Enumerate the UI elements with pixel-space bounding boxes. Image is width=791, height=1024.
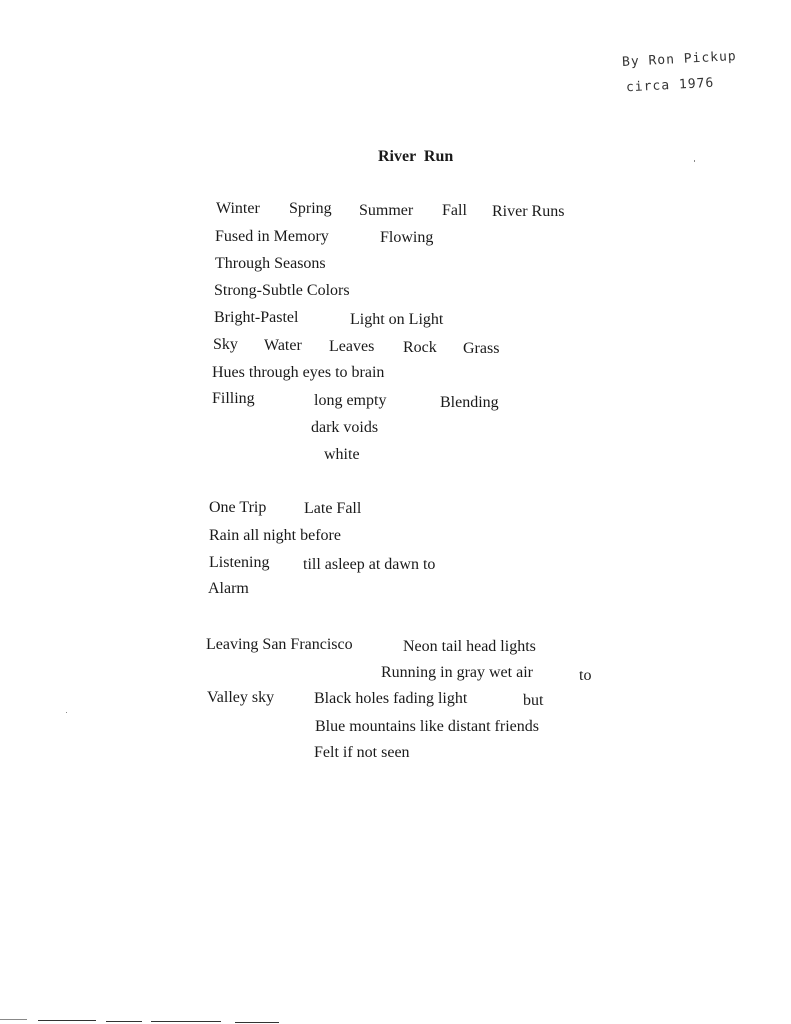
scan-edge-line	[38, 1020, 96, 1021]
poem-line: Through Seasons	[215, 255, 326, 272]
poem-word: Rock	[403, 339, 437, 356]
scan-speck	[694, 160, 695, 162]
poem-word: Grass	[463, 340, 500, 357]
poem-word: Leaves	[329, 338, 375, 355]
poem-word: Flowing	[380, 229, 434, 246]
poem-word: Neon tail head lights	[403, 638, 536, 655]
poem-word: Fused in Memory	[215, 228, 329, 245]
poem-word: Water	[264, 337, 302, 354]
poem-word: One Trip	[209, 499, 267, 516]
poem-word: Fall	[442, 202, 467, 219]
poem-line: Blue mountains like distant friends	[315, 718, 539, 735]
poem-word: Leaving San Francisco	[206, 636, 353, 653]
poem-word: long empty	[314, 392, 387, 409]
poem-word: Bright-Pastel	[214, 309, 299, 326]
poem-line: Alarm	[208, 580, 249, 597]
poem-word: Running in gray wet air	[381, 664, 533, 681]
poem-title: River Run	[378, 148, 454, 165]
poem-word: Winter	[216, 200, 260, 217]
handwritten-date: circa 1976	[625, 75, 715, 96]
poem-line: Hues through eyes to brain	[212, 364, 385, 381]
poem-word: Blending	[440, 394, 499, 411]
scan-edge-line	[235, 1022, 279, 1023]
poem-line: Felt if not seen	[314, 744, 410, 761]
poem-word: Light on Light	[350, 311, 444, 328]
poem-line: dark voids	[311, 419, 379, 436]
poem-line: white	[324, 446, 360, 463]
scan-edge-line	[106, 1021, 142, 1022]
poem-word: Spring	[289, 200, 332, 217]
poem-word: Summer	[359, 202, 414, 219]
poem-word: Black holes fading light	[314, 690, 468, 707]
scan-speck	[66, 712, 67, 713]
scan-edge-line	[0, 1019, 27, 1020]
poem-word: Filling	[212, 390, 255, 407]
poem-word: River Runs	[492, 203, 565, 220]
poem-word: Valley sky	[207, 689, 275, 706]
poem-word: Late Fall	[304, 500, 362, 517]
scan-edge-line	[151, 1021, 221, 1022]
poem-word: Listening	[209, 554, 270, 571]
handwritten-author: By Ron Pickup	[621, 49, 738, 70]
poem-word: till asleep at dawn to	[303, 556, 436, 573]
poem-line: Strong-Subtle Colors	[214, 282, 350, 299]
poem-line: Rain all night before	[209, 527, 341, 544]
poem-word: Sky	[213, 336, 238, 353]
poem-word: to	[579, 667, 592, 684]
poem-word: but	[523, 692, 544, 709]
